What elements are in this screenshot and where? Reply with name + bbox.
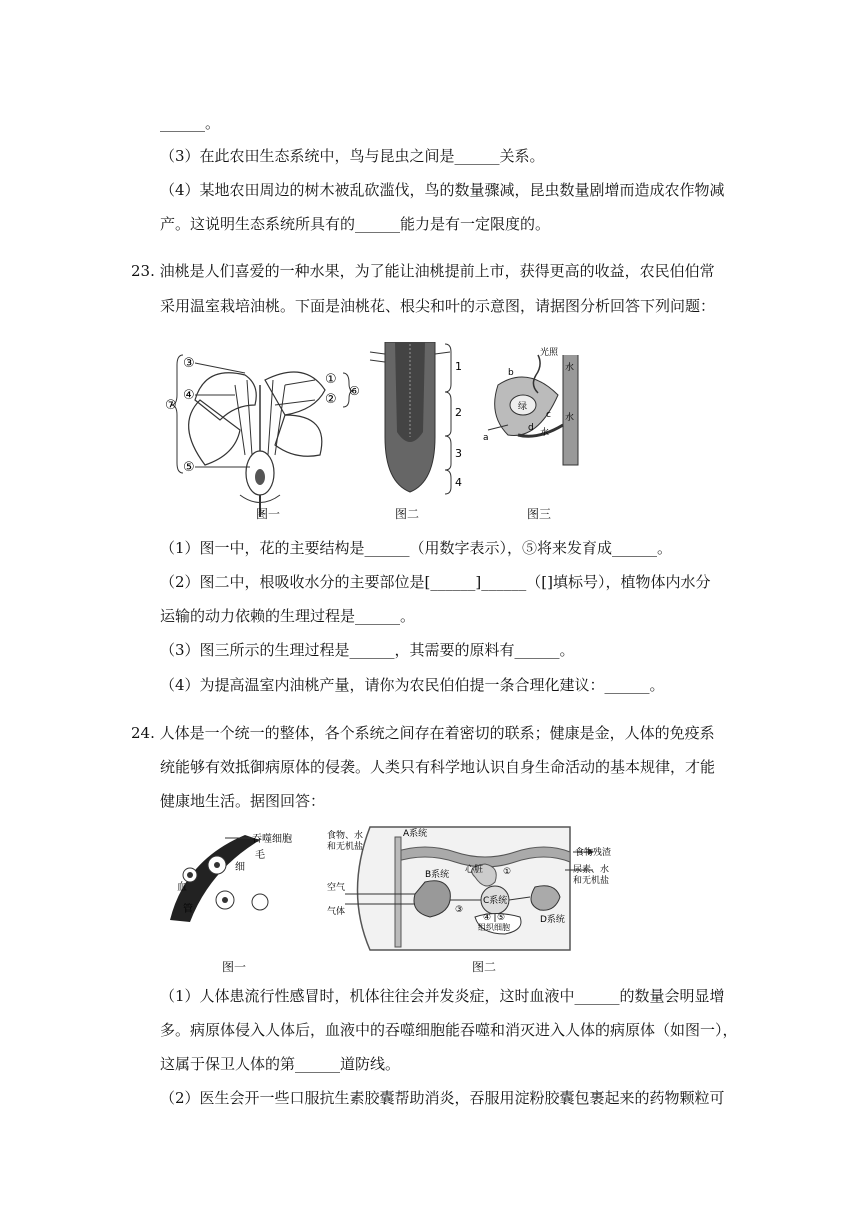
flower-label: ④ — [183, 388, 195, 403]
text-line: 运输的动力依赖的生理过程是______。 — [160, 607, 416, 625]
text-line: （1）图一中，花的主要结构是______（用数字表示），⑤将来发育成______。 — [160, 539, 673, 557]
flower-label: ② — [325, 392, 337, 407]
leaf-label: 光照 — [540, 348, 559, 358]
text-line: （3）在此农田生态系统中，鸟与昆虫之间是______关系。 — [160, 147, 545, 165]
text-line: （4）某地农田周边的树木被乱砍滥伐，鸟的数量骤减，昆虫数量剧增而造成农作物减 — [160, 181, 725, 199]
leaf-label: d — [528, 423, 534, 433]
blood-label: 血 — [177, 882, 187, 893]
leaf-label: 绿 — [518, 402, 528, 412]
system-label: ① — [503, 867, 512, 877]
figure-caption: 图二 — [472, 960, 497, 974]
blood-label: 毛 — [255, 850, 265, 861]
system-label: 和无机盐 — [327, 842, 364, 852]
system-label: 尿素、水 — [573, 865, 610, 875]
root-label: 2 — [455, 406, 462, 419]
root-tip-diagram — [365, 342, 465, 497]
blood-label: 吞噬细胞 — [252, 834, 292, 845]
system-label: 食物残渣 — [575, 848, 612, 858]
figure-caption: 图一 — [222, 960, 247, 974]
system-label: ③ — [455, 905, 464, 915]
text-line: 采用温室栽培油桃。下面是油桃花、根尖和叶的示意图，请据图分析回答下列问题： — [160, 297, 716, 315]
system-label: C系统 — [483, 896, 508, 906]
figure-caption: 图二 — [395, 507, 420, 521]
system-label: ⑤ — [497, 913, 506, 923]
text-line: 这属于保卫人体的第______道防线。 — [160, 1055, 401, 1073]
system-label: 气体 — [327, 907, 346, 917]
flower-label: ③ — [183, 356, 195, 371]
text-line: （1）人体患流行性感冒时，机体往往会并发炎症，这时血液中______的数量会明显增 — [160, 987, 725, 1005]
root-label: 3 — [455, 447, 462, 460]
text-line: ______。 — [160, 114, 221, 132]
text-line: 健康地生活。据图回答： — [160, 792, 326, 810]
system-label: ④ — [483, 913, 492, 923]
text-line: 多。病原体侵入人体后，血液中的吞噬细胞能吞噬和消灭进入人体的病原体（如图一）， — [160, 1021, 738, 1039]
system-label: 和无机盐 — [573, 876, 610, 886]
flower-label: ⑤ — [183, 460, 195, 475]
blood-vessel-diagram — [165, 830, 300, 925]
blood-label: 管 — [183, 904, 193, 915]
flower-diagram — [165, 345, 360, 520]
blood-label: 细 — [235, 862, 245, 873]
system-label: A系统 — [403, 829, 428, 839]
text-line: 统能够有效抵御病原体的侵袭。人类只有科学地认识自身生命活动的基本规律，才能 — [160, 758, 716, 776]
text-line: 产。这说明生态系统所具有的______能力是有一定限度的。 — [160, 215, 551, 233]
system-label: 空气 — [327, 883, 346, 893]
question-24-stem: 24. 人体是一个统一的整体，各个系统之间存在着密切的联系；健康是金，人体的免疫系 — [131, 724, 715, 742]
text-line: （4）为提高温室内油桃产量，请你为农民伯伯提一条合理化建议：______。 — [160, 676, 665, 694]
system-label: 组织细胞 — [478, 923, 510, 932]
system-label: D系统 — [540, 915, 565, 925]
system-label: 心脏 — [465, 865, 484, 875]
figure-caption: 图三 — [527, 507, 552, 521]
leaf-diagram — [478, 345, 588, 470]
body-systems-diagram — [325, 822, 625, 952]
leaf-label: 水 — [565, 413, 575, 423]
question-23-stem: 23. 油桃是人们喜爱的一种水果，为了能让油桃提前上市，获得更高的收益，农民伯伯常 — [131, 262, 715, 280]
text-line: （2）医生会开一些口服抗生素胶囊帮助消炎，吞服用淀粉胶囊包裹起来的药物颗粒可 — [160, 1089, 725, 1107]
text-line: （2）图二中，根吸收水分的主要部位是[______]______（[]填标号），植物体内水分 — [160, 573, 711, 591]
figure-caption: 图一 — [256, 507, 281, 521]
system-label: 食物、水 — [327, 831, 364, 841]
flower-label: ① — [325, 372, 337, 387]
text-line: （3）图三所示的生理过程是______，其需要的原料有______。 — [160, 641, 575, 659]
flower-label: ⑥ — [349, 384, 360, 398]
leaf-label: a — [483, 433, 489, 443]
root-label: 4 — [455, 476, 462, 489]
flower-label: ⑦ — [165, 398, 177, 413]
system-label: B系统 — [425, 870, 450, 880]
root-label: 1 — [455, 360, 462, 373]
leaf-label: 水 — [565, 363, 575, 373]
leaf-label: 水 — [540, 428, 550, 438]
leaf-label: b — [508, 368, 514, 378]
leaf-label: c — [546, 410, 551, 420]
